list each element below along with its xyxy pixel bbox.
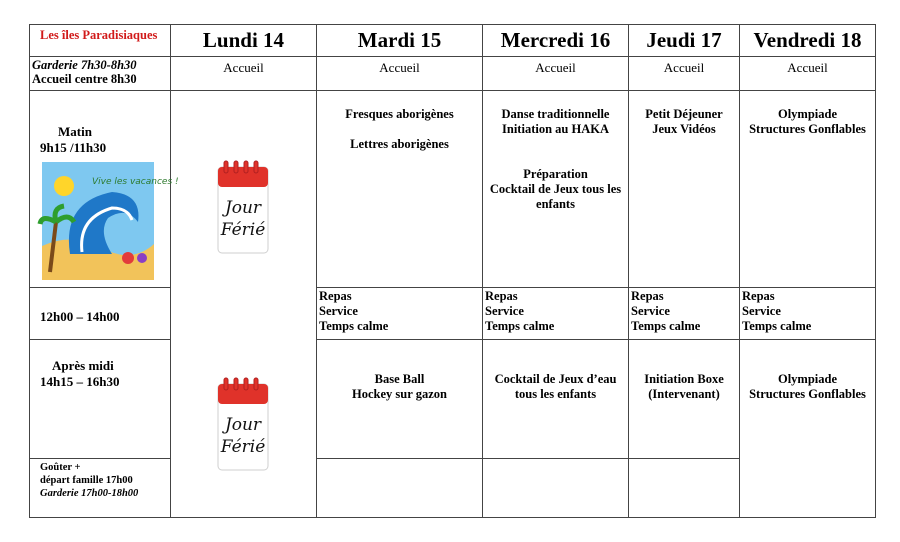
garderie-soir-text: Garderie 17h00-18h00 <box>40 488 139 499</box>
garderie-cell <box>30 57 171 91</box>
repas-text: Repas <box>485 289 518 303</box>
accueil-vendredi: Accueil <box>740 57 876 91</box>
activity-base-ball: Base Ball <box>374 372 425 386</box>
activity-boxe: Initiation Boxe <box>644 372 724 386</box>
matin-mardi <box>317 91 483 288</box>
activity-preparation: Préparation <box>523 167 588 181</box>
beach-wave-illustration <box>42 162 179 280</box>
apres-midi-mercredi <box>483 340 629 459</box>
activity-cocktail-eau: Cocktail de Jeux d’eau <box>494 372 617 386</box>
activity-petit-dejeuner: Petit Déjeuner <box>645 107 723 121</box>
matin-jeudi <box>629 91 740 288</box>
matin-label: Matin <box>58 124 92 139</box>
schedule-table <box>29 24 876 518</box>
activity-haka: Initiation au HAKA <box>502 122 609 136</box>
temps-calme-text: Temps calme <box>485 319 555 333</box>
repas-text: Repas <box>319 289 352 303</box>
activity-hockey: Hockey sur gazon <box>352 387 447 401</box>
ferie-text-ferie-2: Férié <box>220 437 266 457</box>
garderie-hours: Garderie 7h30-8h30 <box>32 58 137 72</box>
repas-text: Repas <box>631 289 664 303</box>
ferie-text-jour: Jour <box>224 198 262 218</box>
jour-ferie-calendar-icon <box>214 159 272 257</box>
lundi-jour-ferie-cell <box>171 91 317 518</box>
gouter-cell <box>30 459 171 518</box>
activity-olympiade: Olympiade <box>777 107 838 121</box>
service-text: Service <box>485 304 524 318</box>
accueil-mercredi: Accueil <box>483 57 629 91</box>
accueil-lundi: Accueil <box>171 57 317 91</box>
activity-structures: Structures Gonflables <box>749 122 866 136</box>
day-header-lundi: Lundi 14 <box>171 25 317 57</box>
activity-jeux-videos: Jeux Vidéos <box>652 122 716 136</box>
matin-hours: 9h15 /11h30 <box>40 140 107 155</box>
accueil-mardi: Accueil <box>317 57 483 91</box>
service-text: Service <box>319 304 358 318</box>
header-row <box>30 25 876 57</box>
depart-famille-text: départ famille 17h00 <box>40 475 133 486</box>
activity-structures-pm: Structures Gonflables <box>749 387 866 401</box>
activity-danse: Danse traditionnelle <box>501 107 610 121</box>
program-title: Les îles Paradisiaques <box>30 25 171 57</box>
activity-lettres: Lettres aborigènes <box>350 137 449 151</box>
activity-olympiade-pm: Olympiade <box>777 372 838 386</box>
temps-calme-text: Temps calme <box>742 319 812 333</box>
illustration-caption: Vive les vacances ! <box>92 177 179 187</box>
day-header-mardi: Mardi 15 <box>317 25 483 57</box>
matin-row <box>30 91 876 288</box>
apres-midi-vendredi <box>740 340 876 518</box>
apres-midi-hours: 14h15 – 16h30 <box>40 374 120 389</box>
jour-ferie-calendar-icon-2 <box>214 376 272 474</box>
apres-midi-label-cell <box>30 340 171 459</box>
repas-label: 12h00 – 14h00 <box>30 288 171 340</box>
activity-cocktail-jeux: Cocktail de Jeux tous les enfants <box>489 182 622 211</box>
apres-midi-jeudi <box>629 340 740 459</box>
repas-row <box>30 288 876 340</box>
matin-label-cell <box>30 91 179 288</box>
activity-tous-enfants: tous les enfants <box>514 387 597 401</box>
accueil-jeudi: Accueil <box>629 57 740 91</box>
day-header-mercredi: Mercredi 16 <box>483 25 629 57</box>
activity-intervenant: (Intervenant) <box>648 387 720 401</box>
repas-text: Repas <box>742 289 775 303</box>
apres-midi-row <box>30 340 876 459</box>
temps-calme-text: Temps calme <box>319 319 389 333</box>
ferie-text-jour-2: Jour <box>224 415 262 435</box>
gouter-mercredi <box>483 459 629 518</box>
gouter-jeudi <box>629 459 740 518</box>
gouter-text: Goûter + <box>40 462 81 473</box>
repas-mercredi <box>483 288 629 340</box>
apres-midi-mardi <box>317 340 483 459</box>
ferie-text-ferie: Férié <box>220 220 266 240</box>
service-text: Service <box>631 304 670 318</box>
service-text: Service <box>742 304 781 318</box>
gouter-mardi <box>317 459 483 518</box>
accueil-row <box>30 57 876 91</box>
temps-calme-text: Temps calme <box>631 319 701 333</box>
repas-vendredi <box>740 288 876 340</box>
day-header-vendredi: Vendredi 18 <box>740 25 876 57</box>
day-header-jeudi: Jeudi 17 <box>629 25 740 57</box>
matin-mercredi <box>483 91 629 288</box>
matin-vendredi <box>740 91 876 288</box>
repas-jeudi <box>629 288 740 340</box>
activity-fresques: Fresques aborigènes <box>345 107 454 121</box>
repas-mardi <box>317 288 483 340</box>
accueil-hours: Accueil centre 8h30 <box>32 72 137 86</box>
apres-midi-label: Après midi <box>52 358 114 373</box>
